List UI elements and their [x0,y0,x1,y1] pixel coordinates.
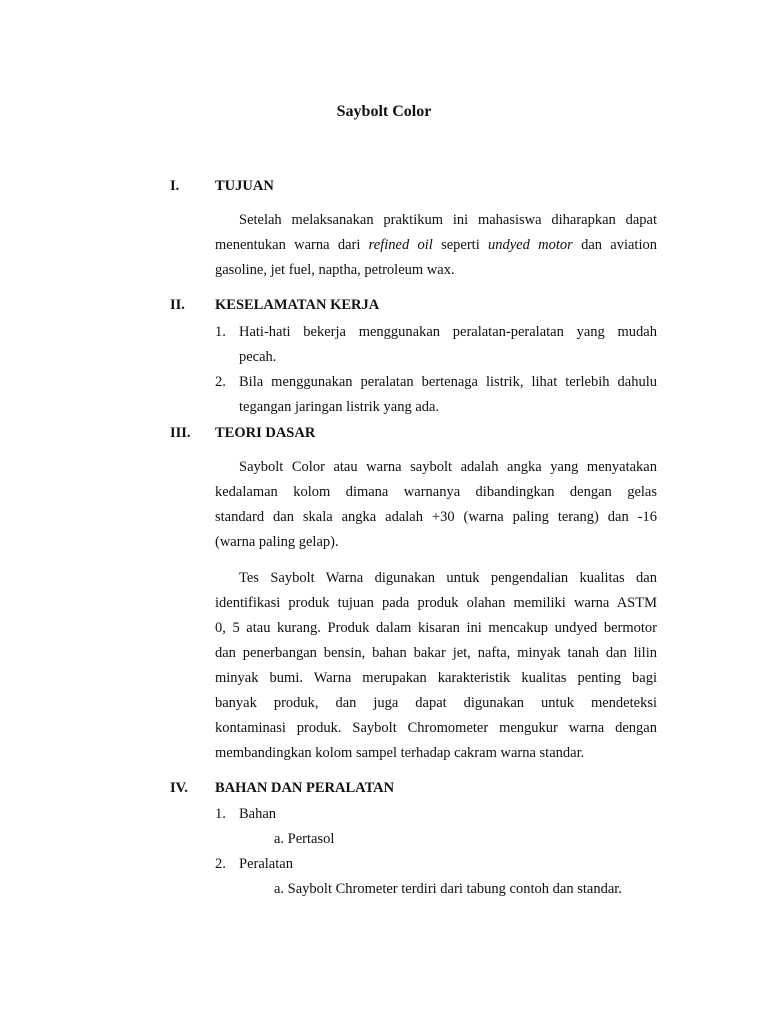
list-item [0,370,768,420]
section-heading: TEORI DASAR [215,425,316,441]
text-line: dan penerbangan bensin, bahan bakar jet, nafta, minyak tanah dan lilin [215,645,657,661]
text-line: Bila menggunakan peralatan bertenaga listrik, lihat terlebih dahulu [239,374,657,390]
text-line: banyak produk, dan juga dapat digunakan untuk mendeteksi [215,695,657,711]
text-line: (warna paling gelap). [215,534,339,550]
tujuan-paragraph [215,208,657,283]
text-line: menentukan warna dari refined oil seperti undyed motor dan aviation [215,237,657,253]
teori-paragraph-1 [215,455,657,555]
text-line: gasoline, jet fuel, naptha, petroleum wax. [215,262,455,278]
list-item [0,320,768,370]
text-line: identifikasi produk tujuan pada produk olahan memiliki warna ASTM [215,595,657,611]
list-number: 1. [215,806,226,822]
text-line: tegangan jaringan listrik yang ada. [239,399,440,415]
section-number: IV. [170,780,188,796]
text-line: membandingkan kolom sampel terhadap cakram warna standar. [215,745,585,761]
section-heading: BAHAN DAN PERALATAN [215,780,395,796]
list-number: 2. [215,374,226,390]
list-number: 2. [215,856,226,872]
sub-item: a. Saybolt Chrometer terdiri dari tabung contoh dan standar. [274,881,622,897]
teori-paragraph-2 [215,566,657,766]
text-line: Hati-hati bekerja menggunakan peralatan-peralatan yang mudah [239,324,657,340]
text-line: kedalaman kolom dimana warnanya dibandingkan dengan gelas [215,484,657,500]
text-line: 0, 5 atau kurang. Produk dalam kisaran ini mencakup undyed bermotor [215,620,657,636]
section-number: III. [170,425,191,441]
list-number: 1. [215,324,226,340]
sub-item: a. Pertasol [274,831,335,847]
text-line: kontaminasi produk. Saybolt Chromometer mengukur warna dengan [215,720,657,736]
text-line: standard dan skala angka adalah +30 (warna paling terang) dan -16 [215,509,657,525]
text-line: Tes Saybolt Warna digunakan untuk pengendalian kualitas dan [239,570,657,586]
text-line: Saybolt Color atau warna saybolt adalah angka yang menyatakan [239,459,657,475]
text-line: minyak bumi. Warna merupakan karakteristik kualitas penting bagi [215,670,657,686]
text-line: Setelah melaksanakan praktikum ini mahasiswa diharapkan dapat [239,212,657,228]
document-title: Saybolt Color [336,103,432,120]
section-heading: KESELAMATAN KERJA [215,297,380,313]
section-number: II. [170,297,185,313]
list-label: Peralatan [239,856,293,872]
section-number: I. [170,178,180,194]
section-heading: TUJUAN [215,178,274,194]
text-line: pecah. [239,349,277,365]
list-label: Bahan [239,806,277,822]
